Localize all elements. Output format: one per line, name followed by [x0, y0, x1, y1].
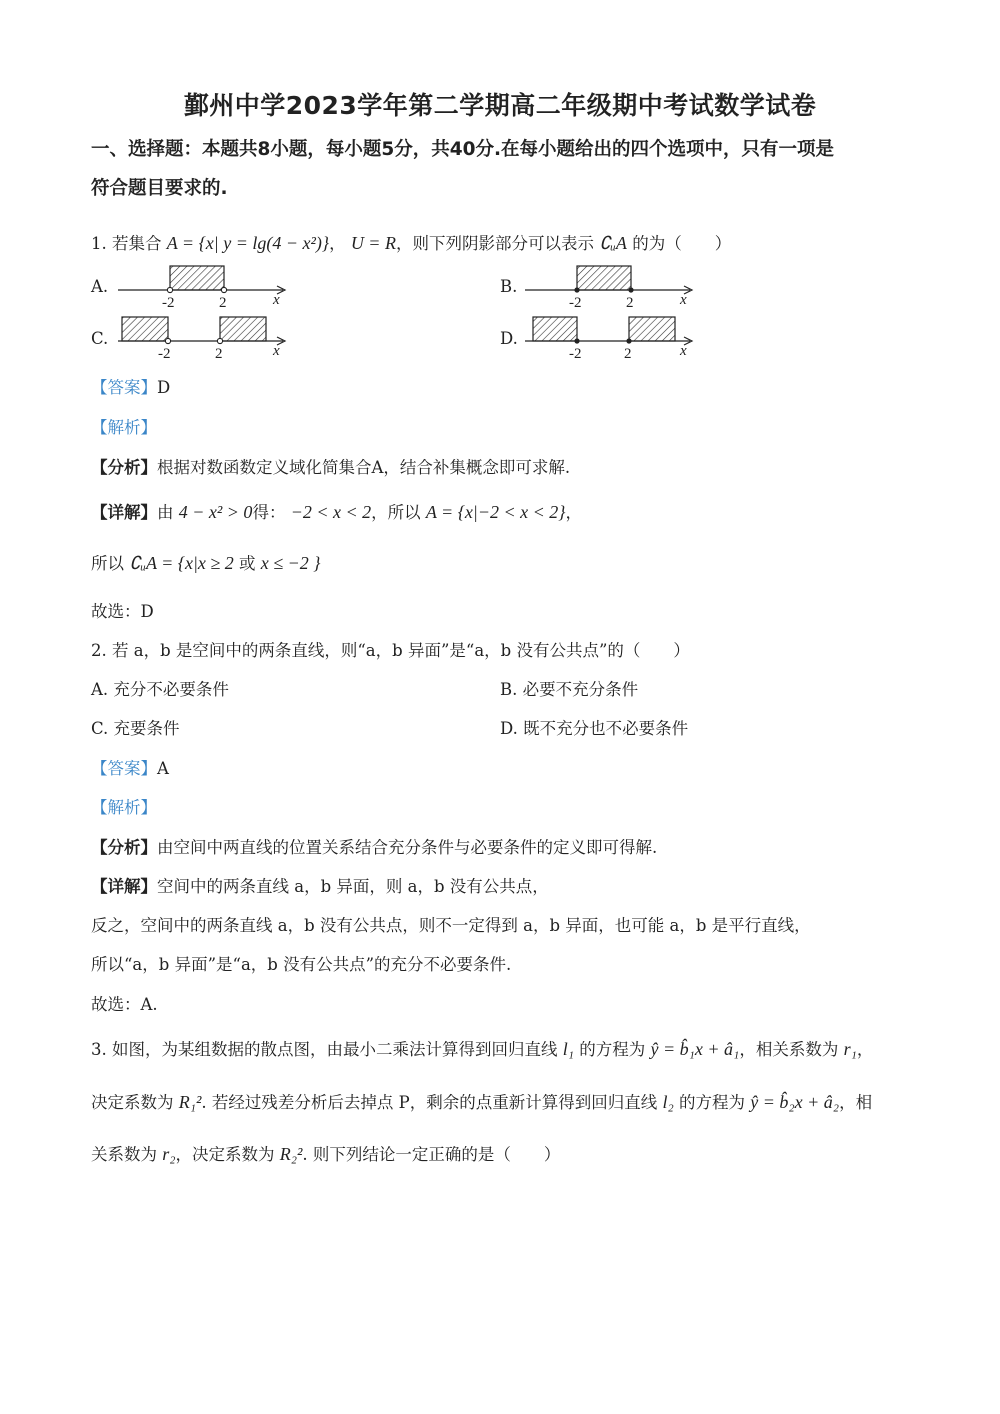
q1-fenxi	[91, 454, 570, 478]
section-heading: 一、选择题：本题共8小题，每小题5分，共40分.在每小题给出的四个选项中，只有一项是	[91, 139, 835, 160]
xiangjie-text: ，	[565, 503, 582, 522]
xiangjie-text: 空间中的两条直线 a，b 异面，则 a，b 没有公共点，	[157, 877, 549, 896]
closed-point	[628, 287, 633, 292]
page-title: 鄞州中学2023学年第二学期高二年级期中考试数学试卷	[183, 91, 817, 120]
xiangjie-text: 由	[157, 503, 174, 522]
xiangjie-tag: 【详解】	[91, 503, 157, 522]
xiangjie-text: ，所以	[371, 503, 421, 522]
q1-sep: ，	[329, 234, 346, 253]
tick-label: -2	[162, 295, 175, 311]
axis-var-label: x	[273, 292, 280, 308]
axis-var-label: x	[680, 343, 687, 359]
q3-math-l2: l₂	[662, 1092, 674, 1112]
q3-text: 3. 如图，为某组数据的散点图，由最小二乘法计算得到回归直线	[91, 1040, 558, 1059]
closed-point	[574, 338, 579, 343]
tick-label: 2	[626, 295, 634, 311]
shaded-region	[577, 266, 631, 290]
open-point	[217, 338, 222, 343]
q3-math-R2sq: R₂²	[279, 1144, 303, 1164]
q3-text: ，	[856, 1040, 874, 1059]
q1-stem-suffix: ，则下列阴影部分可以表示	[395, 234, 594, 253]
q3-math-r2: r₂	[162, 1144, 176, 1164]
open-point	[165, 338, 170, 343]
math-inequality: 4 − x² > 0	[178, 502, 253, 522]
q1-answer	[91, 374, 170, 398]
tick-label: 2	[215, 346, 223, 362]
answer-tag: 【答案】	[91, 378, 157, 397]
q3-text: . 则下列结论一定正确的是（ ）	[302, 1145, 561, 1164]
q2-stem: 2. 若 a，b 是空间中的两条直线，则“a，b 异面”是“a，b 没有公共点”的（ ）	[91, 641, 690, 660]
math-set: A = {x|−2 < x < 2}	[425, 502, 566, 522]
section-heading-cont: 符合题目要求的.	[91, 178, 228, 199]
xiangjie-text: 所以	[91, 554, 124, 573]
q1-xiangjie	[91, 499, 582, 523]
q2-xiangjie	[91, 873, 549, 897]
q2-option-c: C. 充要条件	[91, 719, 180, 738]
q2-xiangjie-2: 反之，空间中的两条直线 a，b 没有公共点，则不一定得到 a，b 异面，也可能 a，b 是平行直线，	[91, 916, 811, 935]
fenxi-tag: 【分析】	[91, 458, 157, 477]
q1-number: 1.	[91, 234, 107, 253]
q3-text: 的方程为	[579, 1040, 646, 1059]
q1-stem-end: 的为（ ）	[632, 234, 732, 253]
tick-label: -2	[569, 346, 582, 362]
closed-point	[626, 338, 631, 343]
q1-universe: U = R	[350, 233, 396, 253]
q1-stem-prefix: 若集合	[112, 234, 162, 253]
xiangjie-text: 得：	[252, 503, 286, 522]
fenxi-tag: 【分析】	[91, 838, 157, 857]
tick-label: -2	[158, 346, 171, 362]
q3-math-regression1: ŷ = b̂₁x + â₁	[650, 1039, 740, 1059]
fenxi-text: 由空间中两直线的位置关系结合充分条件与必要条件的定义即可得解.	[157, 838, 658, 857]
fenxi-text: 根据对数函数定义域化简集合A，结合补集概念即可求解.	[157, 458, 571, 477]
math-complement-set: ∁ᵤA = {x|x ≥ 2	[129, 553, 234, 573]
axis-var-label: x	[273, 343, 280, 359]
q3-text: 关系数为	[91, 1145, 157, 1164]
q3-text: ，相	[839, 1093, 873, 1112]
q3-text: 决定系数为	[91, 1093, 174, 1112]
tick-label: -2	[569, 295, 582, 311]
q1-option-b-label: B.	[500, 277, 518, 296]
q1-xiangjie-cont	[91, 550, 321, 574]
q1-option-a-numberline	[118, 264, 293, 312]
q1-analysis-heading	[91, 414, 157, 438]
q3-math-R1sq: R₁²	[178, 1092, 202, 1112]
q1-stem	[91, 230, 731, 254]
q1-complement: ∁ᵤA	[599, 233, 627, 253]
shaded-region	[533, 317, 577, 341]
shaded-region	[122, 317, 168, 341]
tick-label: 2	[624, 346, 632, 362]
open-point	[167, 287, 172, 292]
shaded-region	[220, 317, 266, 341]
open-point	[221, 287, 226, 292]
q1-option-d-label: D.	[500, 329, 518, 348]
q3-math-regression2: ŷ = b̂₂x + â₂	[750, 1092, 840, 1112]
tick-label: 2	[219, 295, 227, 311]
q1-option-c-label: C.	[91, 329, 109, 348]
q1-option-d-numberline	[525, 315, 700, 363]
q2-option-a: A. 充分不必要条件	[91, 680, 229, 699]
q1-option-b-numberline	[525, 264, 700, 312]
q1-option-a-label: A.	[91, 277, 109, 296]
q3-text: ，决定系数为	[175, 1145, 275, 1164]
q3-math-r1: r₁	[843, 1039, 857, 1059]
q2-analysis-heading	[91, 794, 157, 818]
analysis-tag: 【解析】	[91, 798, 157, 817]
math-complement-set-end: x ≤ −2 }	[260, 553, 321, 573]
q2-conclusion: 故选：A.	[91, 995, 158, 1014]
shaded-region	[629, 317, 675, 341]
math-range: −2 < x < 2	[290, 502, 372, 522]
q3-math-l1: l₁	[562, 1039, 575, 1059]
axis-var-label: x	[680, 292, 687, 308]
q1-option-c-numberline	[118, 315, 293, 363]
answer-value: D	[157, 378, 171, 397]
q2-option-d: D. 既不充分也不必要条件	[500, 719, 689, 738]
analysis-tag: 【解析】	[91, 418, 157, 437]
q3-stem-line2	[91, 1089, 872, 1113]
q3-text: 的方程为	[679, 1093, 746, 1112]
shaded-region	[170, 266, 224, 290]
q3-stem-line3	[91, 1141, 560, 1165]
answer-tag: 【答案】	[91, 759, 157, 778]
closed-point	[574, 287, 579, 292]
q1-conclusion: 故选：D	[91, 602, 154, 621]
q3-stem-line1	[91, 1036, 873, 1060]
xiangjie-tag: 【详解】	[91, 877, 157, 896]
q2-option-b: B. 必要不充分条件	[500, 680, 639, 699]
answer-value: A	[157, 759, 169, 778]
q1-set-a: A = {x| y = lg(4 − x²)}	[166, 233, 330, 253]
q3-text: ，相关系数为	[739, 1040, 839, 1059]
q2-fenxi	[91, 834, 657, 858]
q2-xiangjie-3: 所以“a，b 异面”是“a，b 没有公共点”的充分不必要条件.	[91, 955, 512, 974]
q3-text: . 若经过残差分析后去掉点 P，剩余的点重新计算得到回归直线	[201, 1093, 658, 1112]
xiangjie-text: 或	[239, 554, 256, 573]
q2-answer	[91, 755, 169, 779]
